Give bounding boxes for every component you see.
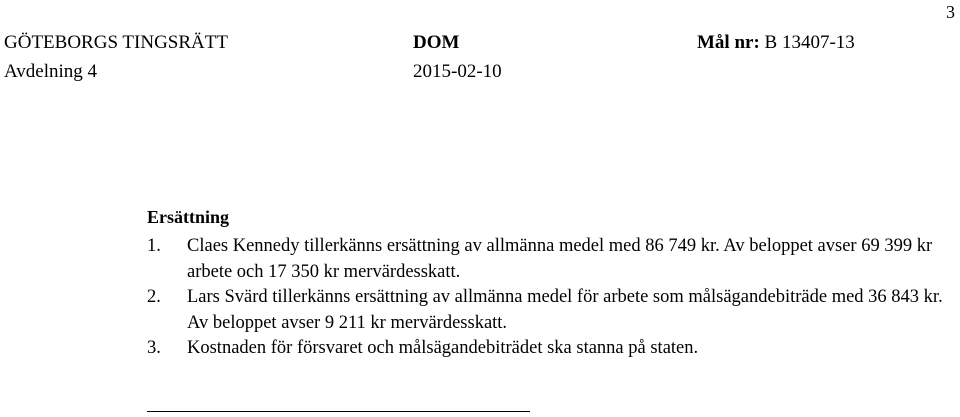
- document-type: DOM: [413, 32, 460, 53]
- list-item-text: Lars Svärd tillerkänns ersättning av allmänna medel för arbete som målsägandebiträde med 36 843 kr. Av beloppet avser 9 211 kr mervärdesskatt.: [187, 287, 943, 333]
- list-item: [147, 285, 957, 336]
- list-item-number: 1.: [147, 236, 161, 256]
- case-number: [697, 32, 855, 54]
- list-item-text: Kostnaden för försvaret och målsägandebiträdet ska stanna på staten.: [187, 338, 699, 358]
- list-item-number: 2.: [147, 287, 161, 307]
- list-item: [147, 336, 957, 362]
- list-item-number: 3.: [147, 338, 161, 358]
- document-date: 2015-02-10: [413, 61, 502, 82]
- section-heading: Ersättning: [147, 207, 230, 227]
- list-item-text: Claes Kennedy tillerkänns ersättning av allmänna medel med 86 749 kr. Av beloppet avser 69 399 kr arbete och 17 350 kr mervärdesskatt.: [187, 236, 933, 282]
- case-number-label: Mål nr:: [697, 32, 760, 53]
- court-name: GÖTEBORGS TINGSRÄTT: [4, 32, 228, 53]
- division: Avdelning 4: [4, 61, 98, 82]
- compensation-list: [147, 234, 957, 362]
- list-item: [147, 234, 957, 285]
- case-number-value: B 13407-13: [764, 32, 855, 53]
- signature-line: [147, 411, 530, 412]
- page-number: 3: [946, 2, 955, 22]
